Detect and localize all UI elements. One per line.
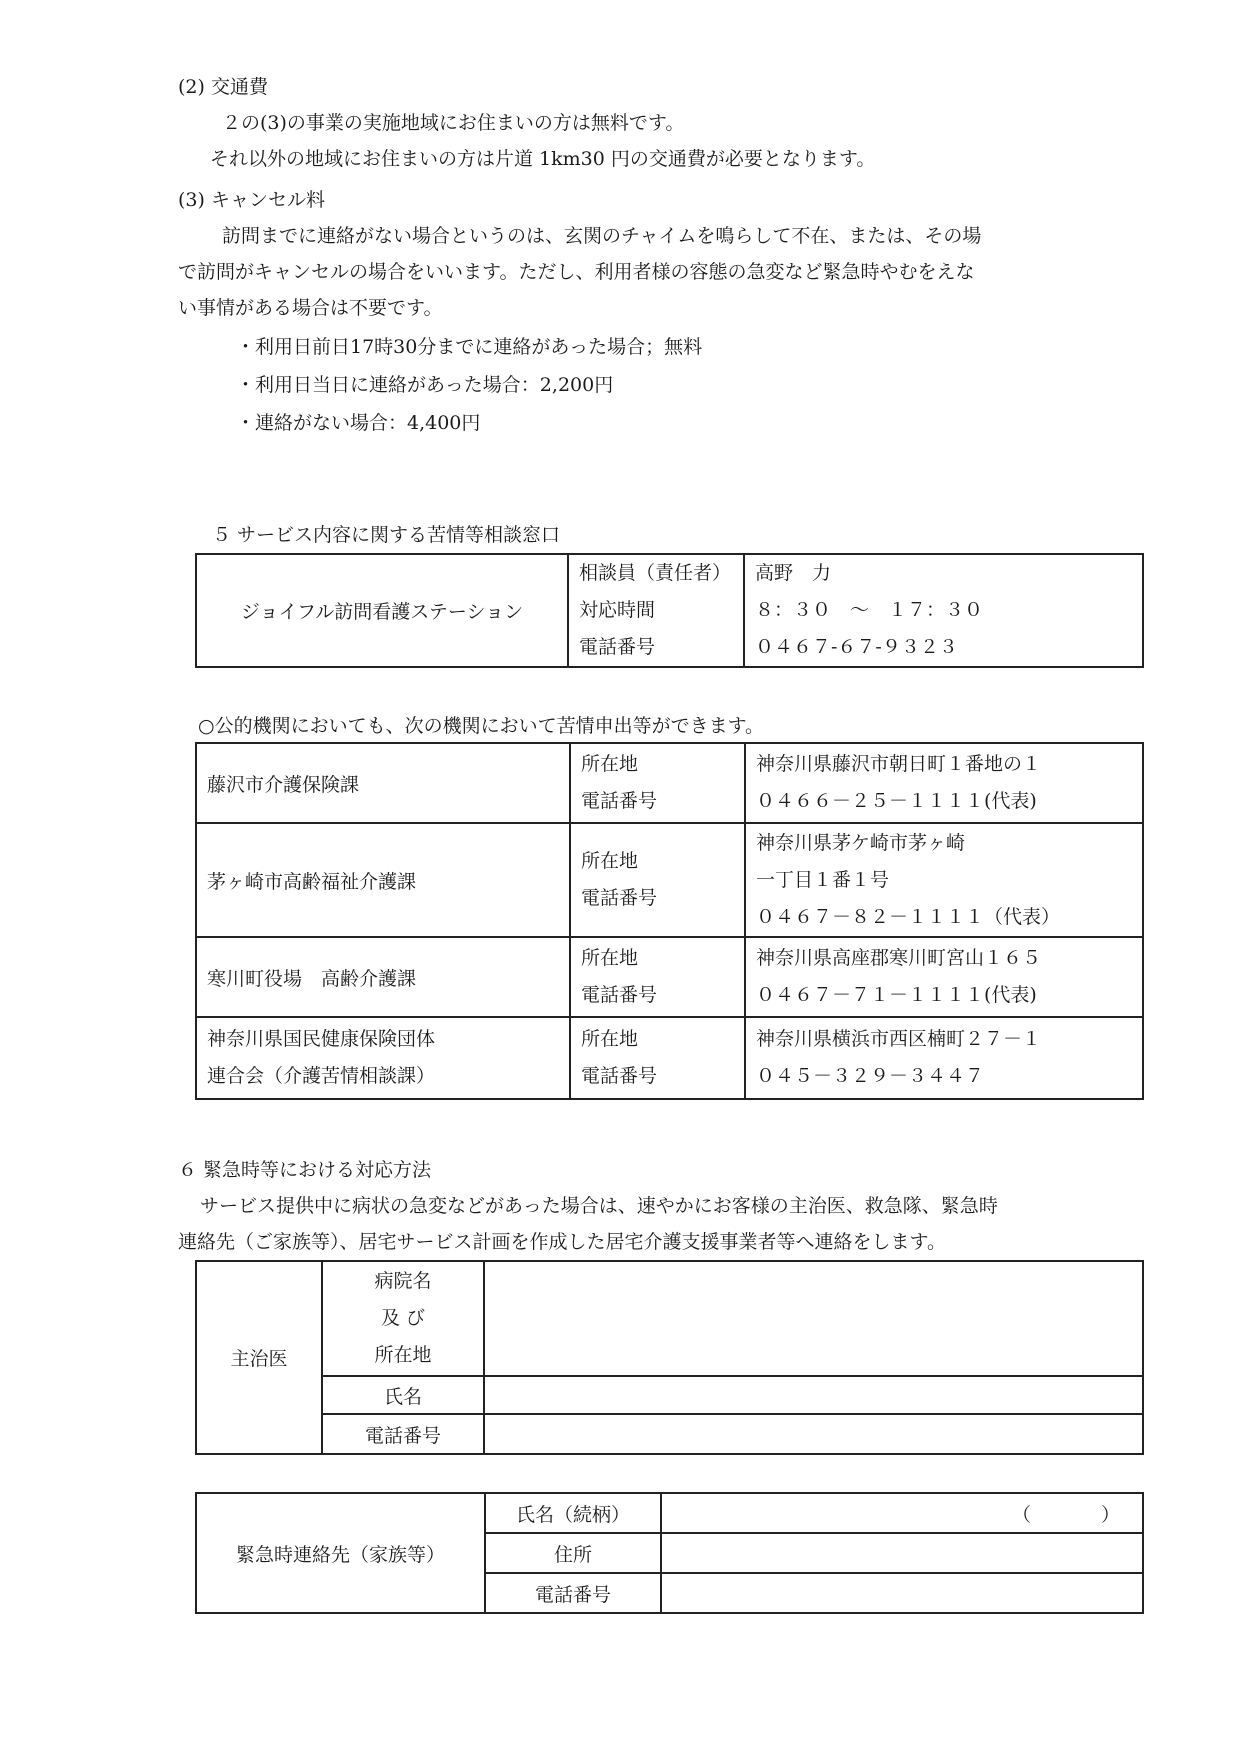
agency-name: 寒川町役場 高齢介護課 <box>196 937 570 1017</box>
cancel-bullet-3: ・連絡がない場合：4,400円 <box>236 412 481 434</box>
contact-phone-field[interactable] <box>661 1573 1143 1613</box>
address-label: 所在地 <box>581 947 639 969</box>
contact-address-field[interactable] <box>661 1533 1143 1573</box>
cancel-bullet-1: ・利用日前日17時30分までに連絡があった場合；無料 <box>236 336 703 358</box>
transport-paragraph-1: ２の(3)の事業の実施地域にお住まいの方は無料です。 <box>222 112 685 134</box>
counselor-value: 高野 力 <box>755 562 832 584</box>
address-value: 神奈川県高座郡寒川町宮山１６５ <box>756 947 1042 969</box>
address-value: 神奈川県茅ケ崎市茅ヶ崎 <box>756 831 966 854</box>
phone-value: ０４５－３２９－３４４７ <box>756 1065 985 1087</box>
phone-value: ０４６７-６７-９３２３ <box>755 636 958 658</box>
address-value-line-2: 一丁目１番１号 <box>756 868 890 891</box>
agency-name: 神奈川県国民健康保険団体 <box>207 1028 436 1050</box>
table-row <box>196 823 1143 937</box>
doctor-title: 主治医 <box>196 1261 322 1454</box>
emergency-paragraph-1: サービス提供中に病状の急変などがあった場合は、速やかにお客様の主治医、救急隊、緊急時 <box>200 1195 998 1217</box>
hospital-field[interactable] <box>484 1261 1143 1376</box>
hours-value: ８：３０ ～ １７：３０ <box>755 599 984 621</box>
contact-name-field[interactable] <box>661 1493 1143 1533</box>
phone-label: 電話番号 <box>579 636 656 658</box>
address-label: 所在地 <box>581 850 639 872</box>
cancel-paragraph-1: 訪問までに連絡がない場合というのは、玄関のチャイムを鳴らして不在、または、その場 <box>222 225 982 247</box>
phone-label: 電話番号 <box>581 984 658 1006</box>
hospital-name-label: 病院名 <box>374 1270 432 1292</box>
complaint-heading: ５ サービス内容に関する苦情等相談窓口 <box>212 524 561 546</box>
contact-address-label: 住所 <box>485 1533 661 1573</box>
doctor-table <box>195 1260 1144 1455</box>
table-row <box>196 1017 1143 1099</box>
phone-label: 電話番号 <box>581 1065 658 1087</box>
address-value: 神奈川県藤沢市朝日町１番地の１ <box>756 753 1042 775</box>
phone-label: 電話番号 <box>581 887 658 909</box>
agency-name-line-2: 連合会（介護苦情相談課） <box>207 1065 436 1087</box>
complaint-values <box>744 554 1143 667</box>
station-name: ジョイフル訪問看護ステーション <box>196 554 568 667</box>
cancel-paragraph-3: い事情がある場合は不要です。 <box>178 297 443 319</box>
transport-heading: (2) 交通費 <box>178 76 268 98</box>
phone-value: ０４６７－７１－１１１１(代表) <box>756 984 1037 1006</box>
contact-phone-label: 電話番号 <box>485 1573 661 1613</box>
doctor-phone-field[interactable] <box>484 1414 1143 1454</box>
address-label: 所在地 <box>581 753 639 775</box>
phone-value: ０４６６－２５－１１１１(代表) <box>756 790 1037 812</box>
doctor-name-label: 氏名 <box>322 1376 484 1414</box>
transport-paragraph-2: それ以外の地域にお住まいの方は片道 1km30 円の交通費が必要となります。 <box>210 148 876 170</box>
cancel-bullet-2: ・利用日当日に連絡があった場合：2,200円 <box>236 374 614 396</box>
complaint-labels <box>568 554 744 667</box>
complaint-desk-table <box>195 553 1144 668</box>
agency-name: 藤沢市介護保険課 <box>196 743 570 823</box>
emergency-heading: ６ 緊急時等における対応方法 <box>178 1159 432 1181</box>
address-label: 所在地 <box>581 1028 639 1050</box>
emergency-paragraph-2: 連絡先（ご家族等）、居宅サービス計画を作成した居宅介護支援事業者等へ連絡をします。 <box>178 1231 946 1253</box>
table-row <box>196 937 1143 1017</box>
phone-label: 電話番号 <box>581 790 658 812</box>
public-agencies-table <box>195 742 1144 1100</box>
cancel-heading: (3) キャンセル料 <box>178 189 325 211</box>
contact-name-label: 氏名（続柄） <box>485 1493 661 1533</box>
cancel-paragraph-2: で訪問がキャンセルの場合をいいます。ただし、利用者様の容態の急変など緊急時やむをえな <box>178 261 975 283</box>
agency-name: 茅ヶ崎市高齢福祉介護課 <box>196 823 570 937</box>
table-row <box>196 743 1143 823</box>
counselor-label: 相談員（責任者） <box>579 562 732 584</box>
relation-paren-open: （ <box>1011 1503 1031 1526</box>
emergency-contact-title: 緊急時連絡先（家族等） <box>196 1493 485 1613</box>
hours-label: 対応時間 <box>579 599 656 621</box>
hospital-and-label: 及 び <box>380 1307 426 1329</box>
relation-paren-close: ） <box>1100 1503 1120 1526</box>
emergency-contact-table <box>195 1492 1144 1614</box>
doctor-name-field[interactable] <box>484 1376 1143 1414</box>
address-value: 神奈川県横浜市西区楠町２７－１ <box>756 1028 1042 1050</box>
doctor-phone-label: 電話番号 <box>322 1414 484 1454</box>
phone-value: ０４６７－８２－１１１１（代表） <box>756 905 1061 928</box>
hospital-address-label: 所在地 <box>374 1344 432 1366</box>
public-agencies-intro: ○公的機関においても、次の機関において苦情申出等ができます。 <box>198 715 765 737</box>
